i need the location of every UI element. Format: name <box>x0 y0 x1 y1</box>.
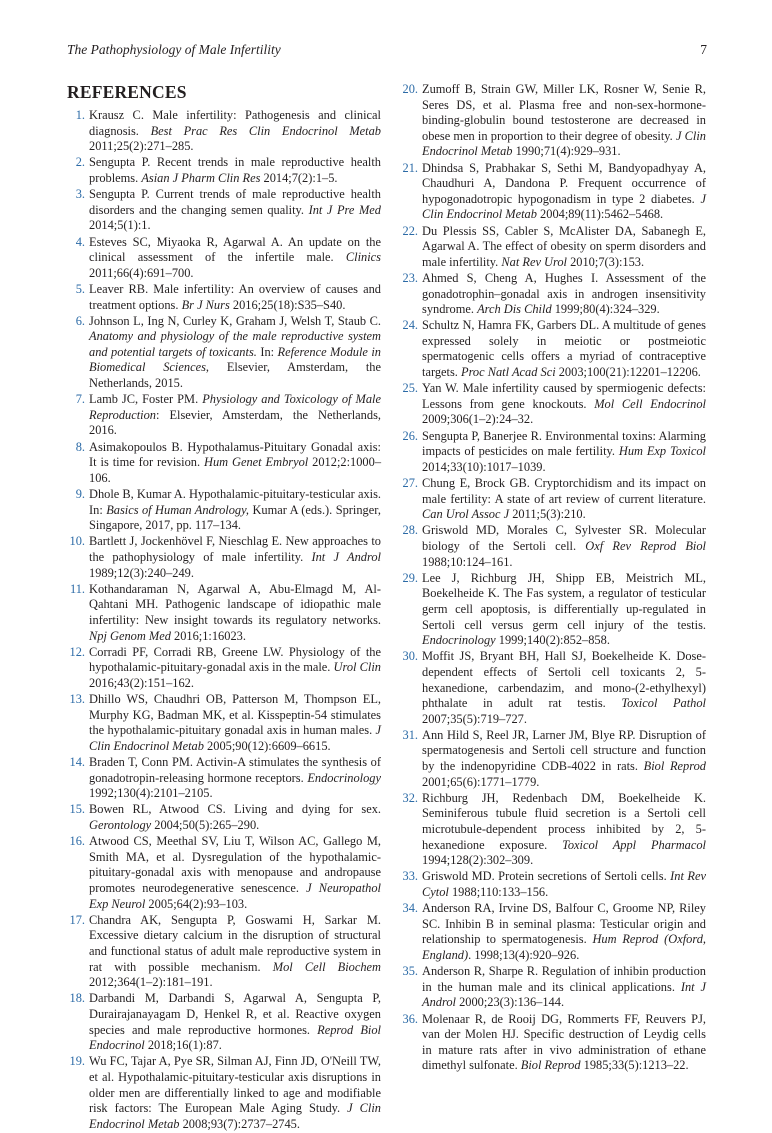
reference-details: 2011;5(3):210. <box>509 507 586 522</box>
reference-details: 1999;80(4):324–329. <box>551 302 660 317</box>
reference-item <box>67 582 381 644</box>
reference-authors-title: Griswold MD, Morales C, Sylvester SR. Molecular biology of the Sertoli cell. <box>422 523 706 553</box>
reference-item <box>400 161 706 223</box>
reference-item <box>67 487 381 534</box>
reference-authors-title: Anderson RA, Irvine DS, Balfour C, Groome NP, Riley SC. Inhibin B in seminal plasma: Testicular origin and relationship to spermatogenesis. <box>422 901 706 947</box>
reference-authors-title: Sengupta P. Recent trends in male reproductive health problems. <box>89 155 381 185</box>
reference-number: 18. <box>69 991 85 1006</box>
reference-details: 2016;43(2):151–162. <box>89 675 194 690</box>
reference-details: 1999;140(2):852–858. <box>495 633 610 648</box>
reference-authors-title: Kothandaraman N, Agarwal A, Abu-Elmagd M, Al-Qahtani MH. Pathogenic landscape of idiopathic male infertility: New insight towards its regulatory networks. <box>89 581 381 627</box>
reference-details: 2012;2:1000–106. <box>89 455 382 485</box>
reference-authors-title: Wu FC, Tajar A, Pye SR, Silman AJ, Finn JD, O'Neill TW, et al. Hypothalamic-pituitary-testicular axis disruptions in older men are differentially linked to age and modifiable risk factors: The European Male Aging Study. <box>89 1054 381 1116</box>
reference-item <box>400 82 706 160</box>
reference-details: 2009;306(1–2):24–32. <box>422 412 534 427</box>
reference-authors-title: Atwood CS, Meethal SV, Liu T, Wilson AC, Gallego M, Smith MA, et al. Dysregulation of the hypothalamic-pituitary-gonadal axis with menopause and andropause promotes neurodegenerative senescence. <box>89 834 381 895</box>
reference-item <box>400 381 706 428</box>
reference-source: Hum Exp Toxicol <box>618 444 706 459</box>
reference-source: J Clin Endocrinol Metab <box>89 723 381 753</box>
reference-authors-title: Chandra AK, Sengupta P, Goswami H, Sarkar M. Excessive dietary calcium in the disruption of structural and functional status of adult male reproductive system in rat with possible mechanism. <box>89 912 381 974</box>
reference-source: Basics of Human Andrology, <box>106 502 250 517</box>
reference-details: : Elsevier, Amsterdam, the Netherlands, 2016. <box>89 407 381 438</box>
reference-item <box>67 1054 381 1132</box>
reference-source: Asian J Pharm Clin Res <box>141 170 261 185</box>
reference-number: 22. <box>402 223 418 238</box>
reference-number: 34. <box>402 901 418 916</box>
reference-authors-title: Griswold MD. Protein secretions of Sertoli cells. <box>422 869 671 884</box>
reference-source: Biol Reprod <box>520 1058 581 1073</box>
reference-authors-title: Moffit JS, Bryant BH, Hall SJ, Boekelheide K. Dose-dependent effects of Sertoli cell toxicants 2, 5-hexanedione, carbendazim, and mono-(2-ethylhexyl) phthalate in adult rat testis. <box>422 649 706 711</box>
reference-details: . 1998;13(4):920–926. <box>468 947 580 962</box>
reference-details: 1990;71(4):929–931. <box>512 144 621 159</box>
reference-item <box>400 1012 706 1074</box>
reference-details: 2008;93(7):2737–2745. <box>179 1116 300 1131</box>
reference-source: Int J Androl <box>311 549 381 564</box>
reference-number: 15. <box>69 802 85 817</box>
reference-number: 11. <box>69 581 85 596</box>
reference-list-left <box>67 108 381 1132</box>
reference-source: J Clin Endocrinol Metab <box>422 191 706 222</box>
reference-details: 2000;23(3):136–144. <box>455 995 565 1010</box>
reference-item <box>67 314 381 392</box>
reference-authors-title: Esteves SC, Miyaoka R, Agarwal A. An update on the clinical assessment of the infertile male. <box>89 234 381 265</box>
reference-authors-title: Dhole B, Kumar A. Hypothalamic-pituitary-testicular axis. In: <box>89 487 381 517</box>
reference-details: 1988;110:133–156. <box>448 885 549 899</box>
reference-details: 2004;50(5):265–290. <box>151 818 260 833</box>
reference-authors-title: Yan W. Male infertility caused by spermiogenic defects: Lessons from gene knockouts. <box>422 381 706 411</box>
reference-authors-title: Zumoff B, Strain GW, Miller LK, Rosner W, Senie R, Seres DS, et al. Plasma free and non-sex-hormone-binding-globulin bound testosterone are decreased in obese men in proportion to their degree of obesity. <box>422 82 706 143</box>
reference-details-2: , Elsevier, Amsterdam, the Netherlands, 2015. <box>89 360 381 391</box>
reference-details: 2001;65(6):1771–1779. <box>422 774 540 789</box>
reference-source: Int Rev Cytol <box>422 869 706 899</box>
reference-item <box>400 571 706 649</box>
reference-number: 26. <box>402 428 418 443</box>
reference-details: 2016;1:16023. <box>170 628 246 643</box>
reference-item <box>400 728 706 790</box>
reference-authors-title: Dhillo WS, Chaudhri OB, Patterson M, Thompson EL, Murphy KG, Badman MK, et al. Kisspeptin-54 stimulates the hypothalamic-pituitary gonadal axis in human males. <box>89 692 381 738</box>
reference-item <box>67 692 381 754</box>
reference-item <box>400 523 706 570</box>
reference-details: 1992;130(4):2101–2105. <box>89 786 213 801</box>
reference-authors-title: Ann Hild S, Reel JR, Larner JM, Blye RP. Disruption of spermatogenesis and Sertoli cell structure and function by the indenopyridine CDB-4022 in rats. <box>422 727 706 774</box>
reference-number: 7. <box>75 392 85 407</box>
reference-number: 30. <box>402 649 418 664</box>
reference-authors-title: Bartlett J, Jockenhövel F, Nieschlag E. New approaches to the pathophysiology of male infertility. <box>89 534 381 564</box>
reference-details: 1988;10:124–161. <box>422 554 513 569</box>
reference-list-right <box>400 82 706 1074</box>
reference-source: Oxf Rev Reprod Biol <box>585 538 706 553</box>
reference-number: 10. <box>69 534 85 549</box>
reference-item <box>400 964 706 1011</box>
reference-number: 23. <box>402 270 418 285</box>
reference-authors-title: Braden T, Conn PM. Activin-A stimulates the synthesis of gonadotropin-releasing hormone receptors. <box>89 755 381 785</box>
left-column <box>67 82 381 1133</box>
reference-source: Hum Reprod (Oxford, England) <box>422 932 707 962</box>
reference-authors-title: Bowen RL, Atwood CS. Living and dying for sex. <box>89 802 381 817</box>
reference-number: 29. <box>402 570 418 585</box>
references-heading: REFERENCES <box>67 82 187 102</box>
reference-source: Anatomy and physiology of the male reproductive system and potential targets of toxicants. <box>89 329 381 359</box>
reference-authors-title: Molenaar R, de Rooij DG, Rommerts FF, Reuvers PJ, van der Molen HJ. Specific destruction of Leydig cells in mature rats after in vivo administration of ethane dimethyl sulfonate. <box>422 1011 706 1073</box>
reference-details: 1994;128(2):302–309. <box>422 853 534 868</box>
reference-details: 2005;90(12):6609–6615. <box>203 738 331 753</box>
reference-details: Kumar A (eds.). Springer, Singapore, 2017, pp. 117–134. <box>89 502 381 533</box>
reference-item <box>67 755 381 802</box>
reference-source: Endocrinology <box>422 633 496 648</box>
reference-source: Clinics <box>345 250 381 265</box>
reference-number: 27. <box>402 476 418 490</box>
reference-source: Best Prac Res Clin Endocrinol Metab <box>150 123 381 138</box>
reference-source-2: Reference Module in Biomedical Sciences <box>89 344 381 375</box>
reference-item <box>400 271 706 318</box>
reference-authors-title: Dhindsa S, Prabhakar S, Sethi M, Bandyopadhyay A, Chaudhuri A, Dandona P. Frequent occurrence of hypogonadotropic hypogonadism in type 2 diabetes. <box>422 160 706 206</box>
reference-source: Mol Cell Endocrinol <box>594 396 706 411</box>
reference-details: 2010;7(3):153. <box>567 254 645 269</box>
reference-number: 24. <box>402 318 418 333</box>
reference-number: 19. <box>69 1054 85 1069</box>
reference-authors-title: Krausz C. Male infertility: Pathogenesis and clinical diagnosis. <box>89 108 381 138</box>
reference-source: Int J Androl <box>422 979 706 1010</box>
reference-number: 17. <box>69 912 85 927</box>
reference-number: 4. <box>75 234 85 249</box>
reference-item <box>400 649 706 727</box>
reference-number: 9. <box>75 487 85 501</box>
reference-number: 35. <box>402 964 418 979</box>
reference-source: Int J Pre Med <box>308 202 381 217</box>
reference-details: 2014;33(10):1017–1039. <box>422 459 546 474</box>
reference-number: 25. <box>402 381 418 396</box>
reference-details: In: <box>256 344 278 359</box>
reference-details: 2018;16(1):87. <box>144 1038 222 1053</box>
reference-number: 1. <box>75 108 85 122</box>
reference-authors-title: Corradi PF, Corradi RB, Greene LW. Physiology of the hypothalamic-pituitary-gonadal axis in the male. <box>89 644 381 675</box>
reference-number: 21. <box>402 160 418 175</box>
reference-number: 8. <box>75 439 85 454</box>
reference-source: J Clin Endocrinol Metab <box>89 1101 381 1131</box>
reference-authors-title: Schultz N, Hamra FK, Garbers DL. A multitude of genes expressed solely in meiotic or postmeiotic spermatogenic cells offers a myriad of contraceptive targets. <box>422 318 706 380</box>
reference-source: J Neuropathol Exp Neurol <box>89 881 381 911</box>
reference-source: Urol Clin <box>333 660 381 675</box>
reference-details: 2004;89(11):5462–5468. <box>536 207 664 222</box>
reference-authors-title: Asimakopoulos B. Hypothalamus-Pituitary Gonadal axis: It is time for revision. <box>89 439 381 470</box>
reference-details: 2016;25(18):S35–S40. <box>229 297 346 312</box>
reference-item <box>400 318 706 380</box>
reference-item <box>400 224 706 271</box>
reference-authors-title: Johnson L, Ing N, Curley K, Graham J, Welsh T, Staub C. <box>89 313 381 328</box>
reference-item <box>400 429 706 476</box>
reference-source: Arch Dis Child <box>477 302 552 317</box>
right-column <box>400 82 706 1075</box>
reference-item <box>67 991 381 1053</box>
reference-source: Nat Rev Urol <box>501 254 567 269</box>
reference-item <box>400 869 706 900</box>
reference-item <box>400 791 706 869</box>
reference-number: 31. <box>402 727 418 742</box>
reference-item <box>67 913 381 991</box>
reference-source: Physiology and Toxicology of Male Reproduction <box>89 392 381 422</box>
reference-item <box>400 901 706 963</box>
reference-item <box>67 834 381 912</box>
reference-item <box>67 108 381 155</box>
reference-authors-title: Sengupta P, Banerjee R. Environmental toxins: Alarming impacts of pesticides on male fertility. <box>422 428 706 459</box>
reference-details: 2011;66(4):691–700. <box>89 265 194 280</box>
reference-source: Can Urol Assoc J <box>422 507 510 522</box>
reference-item <box>67 645 381 692</box>
reference-authors-title: Du Plessis SS, Cabler S, McAlister DA, Sabanegh E, Agarwal A. The effect of obesity on sperm disorders and male infertility. <box>422 223 706 269</box>
reference-number: 33. <box>402 869 418 884</box>
reference-item <box>67 534 381 581</box>
reference-number: 2. <box>75 155 85 170</box>
reference-number: 36. <box>402 1011 418 1026</box>
reference-details: 2014;5(1):1. <box>89 218 151 233</box>
reference-authors-title: Chung E, Brock GB. Cryptorchidism and its impact on male fertility: A state of art review of current literature. <box>422 476 706 506</box>
reference-item <box>67 802 381 833</box>
reference-item <box>67 155 381 186</box>
reference-number: 16. <box>69 834 85 849</box>
reference-authors-title: Lee J, Richburg JH, Shipp EB, Meistrich ML, Boekelheide K. The Fas system, a regulator of testicular germ cell apoptosis, is differentially up-regulated in Sertoli cell versus germ cell injury of the testis. <box>422 570 706 632</box>
reference-source: Mol Cell Biochem <box>272 959 381 974</box>
reference-number: 5. <box>75 281 85 296</box>
reference-item <box>67 282 381 313</box>
reference-source: Br J Nurs <box>181 297 230 312</box>
reference-source: Toxicol Pathol <box>621 696 707 711</box>
reference-details: 2005;64(2):93–103. <box>145 896 248 911</box>
reference-number: 12. <box>69 644 85 659</box>
page-number: 7 <box>700 42 707 57</box>
reference-source: Hum Genet Embryol <box>204 455 309 470</box>
reference-authors-title: Leaver RB. Male infertility: An overview of causes and treatment options. <box>89 281 381 312</box>
reference-authors-title: Anderson R, Sharpe R. Regulation of inhibin production in the human male and its clinical applications. <box>422 964 706 994</box>
reference-number: 13. <box>69 692 85 707</box>
reference-item <box>400 476 706 523</box>
running-head <box>67 42 707 62</box>
reference-authors-title: Darbandi M, Darbandi S, Agarwal A, Sengupta P, Durairajanayagam D, Henkel R, et al. Reactive oxygen species and male reproductive hormones. <box>89 991 381 1037</box>
reference-number: 28. <box>402 523 418 538</box>
reference-source: Reprod Biol Endocrinol <box>89 1022 381 1053</box>
reference-number: 32. <box>402 790 418 805</box>
reference-number: 20. <box>402 82 418 96</box>
reference-source: Proc Natl Acad Sci <box>461 365 556 380</box>
reference-number: 3. <box>75 187 85 202</box>
reference-source: Npj Genom Med <box>89 628 171 643</box>
reference-details: 2003;100(21):12201–12206. <box>555 365 701 380</box>
reference-source: Gerontology <box>89 818 152 833</box>
reference-authors-title: Ahmed S, Cheng A, Hughes I. Assessment of the gonadotrophin–gonadal axis in androgen insensitivity syndrome. <box>422 270 706 317</box>
reference-source: Toxicol Appl Pharmacol <box>562 837 707 852</box>
reference-details: 1989;12(3):240–249. <box>89 565 194 580</box>
reference-details: 2012;364(1–2):181–191. <box>89 975 213 990</box>
reference-authors-title: Sengupta P. Current trends of male reproductive health disorders and the changing semen quality. <box>89 187 381 217</box>
reference-details: 2007;35(5):719–727. <box>422 711 527 726</box>
reference-item <box>67 440 381 487</box>
reference-details: 1985;33(5):1213–22. <box>580 1058 689 1073</box>
reference-item <box>67 392 381 439</box>
reference-authors-title: Richburg JH, Redenbach DM, Boekelheide K. Seminiferous tubule fluid secretion is a Sertoli cell microtubule-dependent process inhibited by 2, 5-hexanedione exposure. <box>422 790 706 852</box>
reference-item <box>67 187 381 234</box>
reference-authors-title: Lamb JC, Foster PM. <box>89 392 203 407</box>
reference-source: Endocrinology <box>307 770 381 785</box>
reference-item <box>67 235 381 282</box>
running-title: The Pathophysiology of Male Infertility <box>67 42 281 57</box>
reference-number: 14. <box>69 755 85 770</box>
reference-details: 2014;7(2):1–5. <box>260 170 338 185</box>
reference-number: 6. <box>75 313 85 328</box>
reference-source: J Clin Endocrinol Metab <box>422 128 706 159</box>
reference-source: Biol Reprod <box>643 759 707 774</box>
reference-details: 2011;25(2):271–285. <box>89 139 194 154</box>
